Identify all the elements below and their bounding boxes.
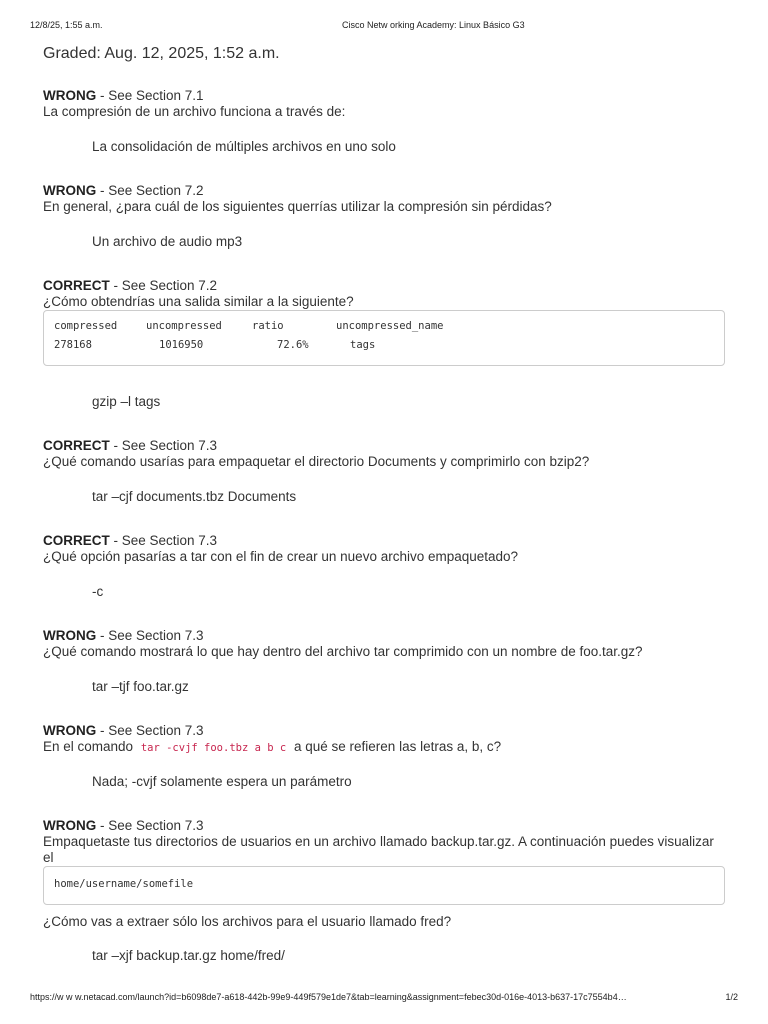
question-prompt: ¿Cómo obtendrías una salida similar a la siguiente? <box>43 294 354 309</box>
selected-answer: gzip –l tags <box>92 394 161 409</box>
question-status <box>43 723 725 739</box>
question-status <box>43 818 725 834</box>
code-header-cell: compressed <box>54 320 118 332</box>
section-reference[interactable]: - See Section 7.3 <box>109 438 218 453</box>
code-example-text: home/username/somefile <box>54 878 194 890</box>
question-item <box>43 628 725 694</box>
section-reference[interactable]: - See Section 7.3 <box>96 628 204 643</box>
question-status <box>43 88 725 104</box>
code-value-cell: tags <box>350 339 376 351</box>
question-item <box>43 438 725 504</box>
section-reference[interactable]: - See Section 7.3 <box>109 533 218 548</box>
prompt-text: En el comando <box>43 739 134 754</box>
code-value-row <box>44 339 724 357</box>
prompt-text: a qué se refieren las letras a, b, c? <box>294 739 502 754</box>
question-status <box>43 438 725 454</box>
inline-code-command: tar -cvjf foo.tbz a b c <box>137 742 290 754</box>
selected-answer: Un archivo de audio mp3 <box>92 234 243 249</box>
code-example-box <box>43 866 725 905</box>
selected-answer: La consolidación de múltiples archivos en uno solo <box>92 139 396 154</box>
question-prompt: La compresión de un archivo funciona a través de: <box>43 104 346 119</box>
question-item <box>43 278 725 409</box>
question-followup: ¿Cómo vas a extraer sólo los archivos para el usuario llamado fred? <box>43 914 452 929</box>
result-label: WRONG <box>43 88 97 103</box>
question-item <box>43 533 725 599</box>
selected-answer: Nada; -cvjf solamente espera un parámetro <box>92 774 352 789</box>
question-status <box>43 628 725 644</box>
section-reference[interactable]: - See Section 7.2 <box>109 278 218 293</box>
question-item <box>43 183 725 249</box>
section-reference[interactable]: - See Section 7.3 <box>96 818 204 833</box>
result-label: CORRECT <box>43 278 110 293</box>
code-output-box <box>43 310 725 366</box>
result-label: CORRECT <box>43 438 110 453</box>
page-url: https://w w w.netacad.com/launch?id=b6098de7-a618-442b-99e9-449f579e1de7&tab=learning&assignment=febec30d-016e-4013-b637-17c7554b4… <box>30 992 627 1002</box>
question-item <box>43 818 725 963</box>
question-prompt: ¿Qué opción pasarías a tar con el fin de crear un nuevo archivo empaquetado? <box>43 549 519 564</box>
code-header-cell: uncompressed_name <box>336 320 444 332</box>
selected-answer: tar –tjf foo.tar.gz <box>92 679 189 694</box>
question-item <box>43 88 725 154</box>
print-footer <box>30 992 738 1006</box>
graded-timestamp: Graded: Aug. 12, 2025, 1:52 a.m. <box>43 45 280 62</box>
result-label: WRONG <box>43 723 97 738</box>
question-status <box>43 183 725 199</box>
code-value-cell: 1016950 <box>159 339 204 351</box>
result-label: WRONG <box>43 818 97 833</box>
print-page-title: Cisco Netw orking Academy: Linux Básico G3 <box>342 20 525 30</box>
result-label: CORRECT <box>43 533 110 548</box>
question-prompt <box>43 739 725 756</box>
code-value-cell: 278168 <box>54 339 92 351</box>
selected-answer: tar –cjf documents.tbz Documents <box>92 489 297 504</box>
question-prompt: ¿Qué comando mostrará lo que hay dentro del archivo tar comprimido con un nombre de foo.tar.gz? <box>43 644 643 659</box>
print-datetime: 12/8/25, 1:55 a.m. <box>30 20 103 30</box>
section-reference[interactable]: - See Section 7.1 <box>96 88 204 103</box>
code-header-cell: ratio <box>252 320 284 332</box>
result-label: WRONG <box>43 628 97 643</box>
question-status <box>43 278 725 294</box>
code-header-cell: uncompressed <box>146 320 222 332</box>
section-reference[interactable]: - See Section 7.2 <box>96 183 204 198</box>
section-reference[interactable]: - See Section 7.3 <box>96 723 204 738</box>
question-item <box>43 723 725 789</box>
result-label: WRONG <box>43 183 97 198</box>
code-value-cell: 72.6% <box>277 339 309 351</box>
question-prompt-line: Empaquetaste tus directorios de usuarios en un archivo llamado backup.tar.gz. A continuación puedes visualizar el <box>43 834 714 865</box>
page-number: 1/2 <box>725 992 738 1002</box>
selected-answer: tar –xjf backup.tar.gz home/fred/ <box>92 948 285 963</box>
print-header <box>30 20 738 34</box>
question-prompt: ¿Qué comando usarías para empaquetar el directorio Documents y comprimirlo con bzip2? <box>43 454 590 469</box>
code-header-row <box>44 320 724 338</box>
selected-answer: -c <box>92 584 104 599</box>
question-status <box>43 533 725 549</box>
question-prompt: En general, ¿para cuál de los siguientes querrías utilizar la compresión sin pérdidas? <box>43 199 552 214</box>
